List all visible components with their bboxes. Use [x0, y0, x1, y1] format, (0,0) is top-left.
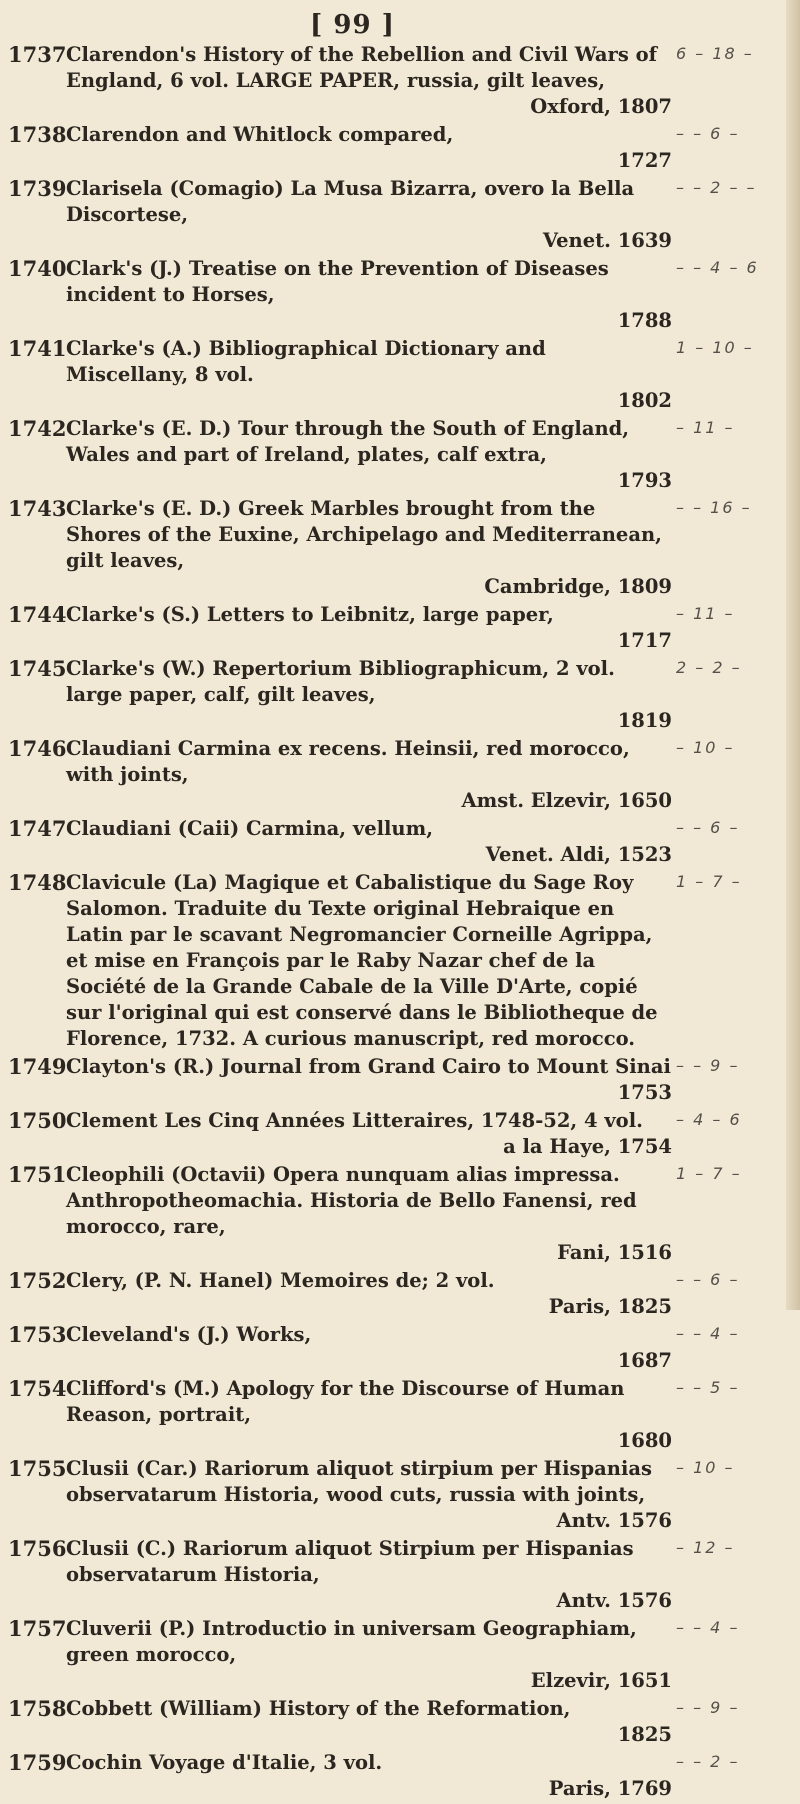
lot-number: 1746: [8, 736, 67, 761]
lot-number: 1747: [8, 816, 67, 841]
lot-number: 1744: [8, 602, 67, 627]
lot-number: 1759: [8, 1750, 67, 1775]
entry-description: Clarke's (A.) Bibliographical Dictionary and Miscellany, 8 vol.: [66, 337, 546, 386]
catalogue-entry: [8, 1696, 792, 1748]
entry-description: Cochin Voyage d'Italie, 3 vol.: [66, 1751, 383, 1774]
entry-imprint: Fani, 1516: [557, 1241, 672, 1264]
catalogue-entry: [8, 1322, 792, 1374]
entry-description: Clery, (P. N. Hanel) Memoires de; 2 vol.: [66, 1269, 495, 1292]
entry-description: Cleveland's (J.) Works,: [66, 1323, 312, 1346]
catalogue-entry: [8, 416, 792, 494]
handwritten-price: 2 – 2 –: [676, 658, 742, 677]
handwritten-price: – – 6 –: [676, 124, 740, 143]
handwritten-price: – – 6 –: [676, 1270, 740, 1289]
handwritten-price: – 10 –: [676, 738, 735, 757]
handwritten-price: 1 – 10 –: [676, 338, 754, 357]
page-edge: [786, 0, 800, 1310]
lot-number: 1737: [8, 42, 67, 67]
entry-description: Clement Les Cinq Années Litteraires, 1748-52, 4 vol.: [66, 1109, 643, 1132]
entry-description: Clarke's (W.) Repertorium Bibliographicum, 2 vol. large paper, calf, gilt leaves,: [66, 657, 615, 706]
lot-number: 1755: [8, 1456, 67, 1481]
catalogue-entry: [8, 176, 792, 254]
entry-imprint: 1753: [617, 1081, 672, 1104]
catalogue-entry: [8, 336, 792, 414]
lot-number: 1752: [8, 1268, 67, 1293]
handwritten-price: – – 9 –: [676, 1698, 740, 1717]
page-number: [ 99 ]: [310, 10, 395, 40]
entry-description: Clarke's (S.) Letters to Leibnitz, large paper,: [66, 603, 554, 626]
entry-imprint: Venet. Aldi, 1523: [485, 843, 672, 866]
lot-number: 1751: [8, 1162, 67, 1187]
entry-imprint: 1793: [617, 469, 672, 492]
catalogue-entry: [8, 1616, 792, 1694]
lot-number: 1758: [8, 1696, 67, 1721]
handwritten-price: – 4 – 6: [676, 1110, 742, 1129]
entry-imprint: Oxford, 1807: [530, 95, 672, 118]
entry-imprint: Cambridge, 1809: [484, 575, 672, 598]
lot-number: 1745: [8, 656, 67, 681]
catalogue-entry: [8, 1054, 792, 1106]
handwritten-price: – – 16 –: [676, 498, 752, 517]
lot-number: 1750: [8, 1108, 67, 1133]
entry-description: Claudiani (Caii) Carmina, vellum,: [66, 817, 434, 840]
handwritten-price: – – 2 –: [676, 1752, 740, 1771]
entry-description: Clusii (C.) Rariorum aliquot Stirpium per Hispanias observatarum Historia,: [66, 1537, 634, 1586]
entry-imprint: 1717: [617, 629, 672, 652]
handwritten-price: – – 4 –: [676, 1324, 740, 1343]
entry-imprint: 1687: [617, 1349, 672, 1372]
catalogue-entry: [8, 1376, 792, 1454]
catalogue-entry: [8, 870, 792, 1052]
handwritten-price: 6 – 18 –: [676, 44, 754, 63]
lot-number: 1749: [8, 1054, 67, 1079]
entry-description: Cluverii (P.) Introductio in universam Geographiam, green morocco,: [66, 1617, 637, 1666]
catalogue-entry: [8, 1108, 792, 1160]
lot-number: 1748: [8, 870, 67, 895]
entry-description: Clarke's (E. D.) Greek Marbles brought from the Shores of the Euxine, Archipelago and Mediterranean, gilt leaves,: [66, 497, 662, 572]
lot-number: 1757: [8, 1616, 67, 1641]
entry-description: Clarke's (E. D.) Tour through the South of England, Wales and part of Ireland, plates, calf extra,: [66, 417, 630, 466]
handwritten-price: 1 – 7 –: [676, 1164, 742, 1183]
catalogue-entry: [8, 1536, 792, 1614]
catalogue-entry: [8, 816, 792, 868]
catalogue-entry: [8, 1750, 792, 1802]
handwritten-price: – 11 –: [676, 418, 735, 437]
lot-number: 1738: [8, 122, 67, 147]
handwritten-price: – 12 –: [676, 1538, 735, 1557]
handwritten-price: – – 6 –: [676, 818, 740, 837]
entry-imprint: 1802: [617, 389, 672, 412]
handwritten-price: – – 5 –: [676, 1378, 740, 1397]
catalogue-entry: [8, 256, 792, 334]
catalogue-entry: [8, 602, 792, 654]
handwritten-price: – – 4 – 6: [676, 258, 759, 277]
handwritten-price: – – 9 –: [676, 1056, 740, 1075]
entry-imprint: Venet. 1639: [542, 229, 672, 252]
entry-description: Claudiani Carmina ex recens. Heinsii, red morocco, with joints,: [66, 737, 630, 786]
catalogue-entry: [8, 1456, 792, 1534]
handwritten-price: – – 2 – –: [676, 178, 757, 197]
lot-number: 1739: [8, 176, 67, 201]
handwritten-price: – 11 –: [676, 604, 735, 623]
catalogue-entry: [8, 42, 792, 120]
lot-number: 1756: [8, 1536, 67, 1561]
catalogue-entry: [8, 1268, 792, 1320]
entry-imprint: 1788: [617, 309, 672, 332]
catalogue-entry: [8, 736, 792, 814]
entry-description: Cleophili (Octavii) Opera nunquam alias impressa. Anthropotheomachia. Historia de Bello Fanensi, red morocco, rare,: [66, 1163, 637, 1238]
lot-number: 1741: [8, 336, 67, 361]
entry-imprint: a la Haye, 1754: [503, 1135, 672, 1158]
entry-imprint: 1819: [617, 709, 672, 732]
handwritten-price: – – 4 –: [676, 1618, 740, 1637]
handwritten-price: 1 – 7 –: [676, 872, 742, 891]
entry-imprint: 1680: [617, 1429, 672, 1452]
lot-number: 1754: [8, 1376, 67, 1401]
handwritten-price: – 10 –: [676, 1458, 735, 1477]
entry-description: Clarendon and Whitlock compared,: [66, 123, 454, 146]
catalogue-entry: [8, 1162, 792, 1266]
entry-description: Clusii (Car.) Rariorum aliquot stirpium per Hispanias observatarum Historia, wood cuts, russia with joints,: [66, 1457, 652, 1506]
entry-description: Clavicule (La) Magique et Cabalistique du Sage Roy Salomon. Traduite du Texte original Hebraique en Latin par le scavant Negromancier Corneille Agrippa, et mise en François par le Raby Nazar chef de la Société de la Grande Cabale de la Ville D'Arte, copié sur l'original qui est conservé dans le Bibliotheque de Florence, 1732. A curious manuscript, red morocco.: [66, 871, 658, 1050]
entry-description: Clark's (J.) Treatise on the Prevention of Diseases incident to Horses,: [66, 257, 609, 306]
lot-number: 1740: [8, 256, 67, 281]
entry-imprint: Elzevir, 1651: [530, 1669, 672, 1692]
catalogue-entry: [8, 122, 792, 174]
entry-description: Clarendon's History of the Rebellion and Civil Wars of England, 6 vol. LARGE PAPER, russia, gilt leaves,: [66, 43, 657, 92]
entry-imprint: 1825: [617, 1723, 672, 1746]
catalogue-entry: [8, 656, 792, 734]
entry-imprint: Paris, 1825: [548, 1295, 672, 1318]
lot-number: 1753: [8, 1322, 67, 1347]
entry-imprint: 1727: [617, 149, 672, 172]
catalogue-entry: [8, 496, 792, 600]
entry-imprint: Amst. Elzevir, 1650: [461, 789, 672, 812]
entry-description: Clayton's (R.) Journal from Grand Cairo to Mount Sinai: [66, 1055, 671, 1078]
entry-description: Clarisela (Comagio) La Musa Bizarra, overo la Bella Discortese,: [66, 177, 635, 226]
lot-number: 1743: [8, 496, 67, 521]
entry-description: Clifford's (M.) Apology for the Discourse of Human Reason, portrait,: [66, 1377, 625, 1426]
catalogue-list: [8, 42, 792, 1804]
entry-imprint: Paris, 1769: [548, 1777, 672, 1800]
entry-description: Cobbett (William) History of the Reformation,: [66, 1697, 571, 1720]
lot-number: 1742: [8, 416, 67, 441]
entry-imprint: Antv. 1576: [556, 1509, 672, 1532]
entry-imprint: Antv. 1576: [556, 1589, 672, 1612]
